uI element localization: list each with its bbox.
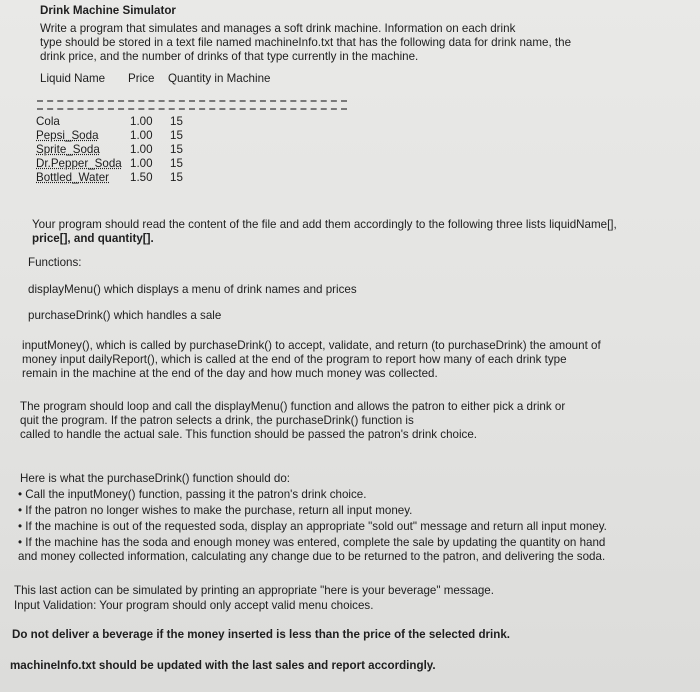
cell-price: 1.00 xyxy=(130,129,153,142)
header-liquid-name: Liquid Name xyxy=(40,72,106,85)
cell-name: Dr.Pepper_Soda xyxy=(36,157,122,170)
cell-name: Bottled_Water xyxy=(36,171,110,184)
intro-line: drink price, and the number of drinks of that type currently in the machine. xyxy=(40,50,419,63)
cell-qty: 15 xyxy=(170,143,183,156)
table-row xyxy=(36,157,183,171)
cell-price: 1.00 xyxy=(130,143,153,156)
bold-requirement: machineInfo.txt should be updated with the last sales and report accordingly. xyxy=(10,659,436,672)
cell-name: Pepsi_Soda xyxy=(36,129,99,142)
table-row xyxy=(36,129,183,143)
table-row xyxy=(36,143,183,157)
paragraph-line: money input dailyReport(), which is called at the end of the program to report how many of each drink type xyxy=(22,353,567,366)
cell-price: 1.00 xyxy=(130,115,153,128)
cell-qty: 15 xyxy=(170,115,183,128)
header-price: Price xyxy=(128,72,155,85)
bullet-item: • If the machine is out of the requested soda, display an appropriate "sold out" message and return all input money. xyxy=(18,520,607,533)
cell-qty: 15 xyxy=(170,171,183,184)
header-quantity: Quantity in Machine xyxy=(168,72,271,85)
page-title: Drink Machine Simulator xyxy=(40,4,176,17)
cell-price: 1.00 xyxy=(130,157,153,170)
bullet-item: • If the patron no longer wishes to make the purchase, return all input money. xyxy=(18,504,413,517)
paragraph-line: remain in the machine at the end of the day and how much money was collected. xyxy=(22,367,438,380)
table-header xyxy=(40,72,270,86)
paragraph-line: price[], and quantity[]. xyxy=(32,232,154,245)
paragraph-line: Input Validation: Your program should only accept valid menu choices. xyxy=(14,599,374,612)
paragraph-line: Your program should read the content of the file and add them accordingly to the following three lists liquidName[], xyxy=(32,218,617,231)
table-row xyxy=(36,115,183,129)
cell-name: Cola xyxy=(36,115,60,128)
intro-line: type should be stored in a text file named machineInfo.txt that has the following data for drink name, the xyxy=(40,36,572,49)
paragraph-line: inputMoney(), which is called by purchaseDrink() to accept, validate, and return (to purchaseDrink) the amount of xyxy=(22,339,601,352)
cell-qty: 15 xyxy=(170,157,183,170)
bullet-item: • If the machine has the soda and enough money was entered, complete the sale by updating the quantity on hand xyxy=(18,536,606,549)
separator-line xyxy=(37,100,347,110)
cell-qty: 15 xyxy=(170,129,183,142)
paragraph-line: quit the program. If the patron selects a drink, the purchaseDrink() function is xyxy=(20,414,414,427)
function-purchase-drink: purchaseDrink() which handles a sale xyxy=(28,309,222,322)
paragraph-line: This last action can be simulated by printing an appropriate "here is your beverage" message. xyxy=(14,584,494,597)
bullet-item: • Call the inputMoney() function, passing it the patron's drink choice. xyxy=(18,488,367,501)
intro-line: Write a program that simulates and manages a soft drink machine. Information on each drink xyxy=(40,22,516,35)
table-row xyxy=(36,171,183,185)
cell-price: 1.50 xyxy=(130,171,153,184)
paragraph-line: The program should loop and call the displayMenu() function and allows the patron to either pick a drink or xyxy=(20,400,566,413)
cell-name: Sprite_Soda xyxy=(36,143,100,156)
bold-requirement: Do not deliver a beverage if the money inserted is less than the price of the selected drink. xyxy=(12,628,511,641)
paragraph-line: called to handle the actual sale. This function should be passed the patron's drink choice. xyxy=(20,428,478,441)
function-display-menu: displayMenu() which displays a menu of drink names and prices xyxy=(28,283,357,296)
paragraph-line: Here is what the purchaseDrink() function should do: xyxy=(20,472,291,485)
functions-heading: Functions: xyxy=(28,256,82,269)
bullet-item: and money collected information, calculating any change due to be returned to the patron, and delivering the soda. xyxy=(18,550,606,563)
